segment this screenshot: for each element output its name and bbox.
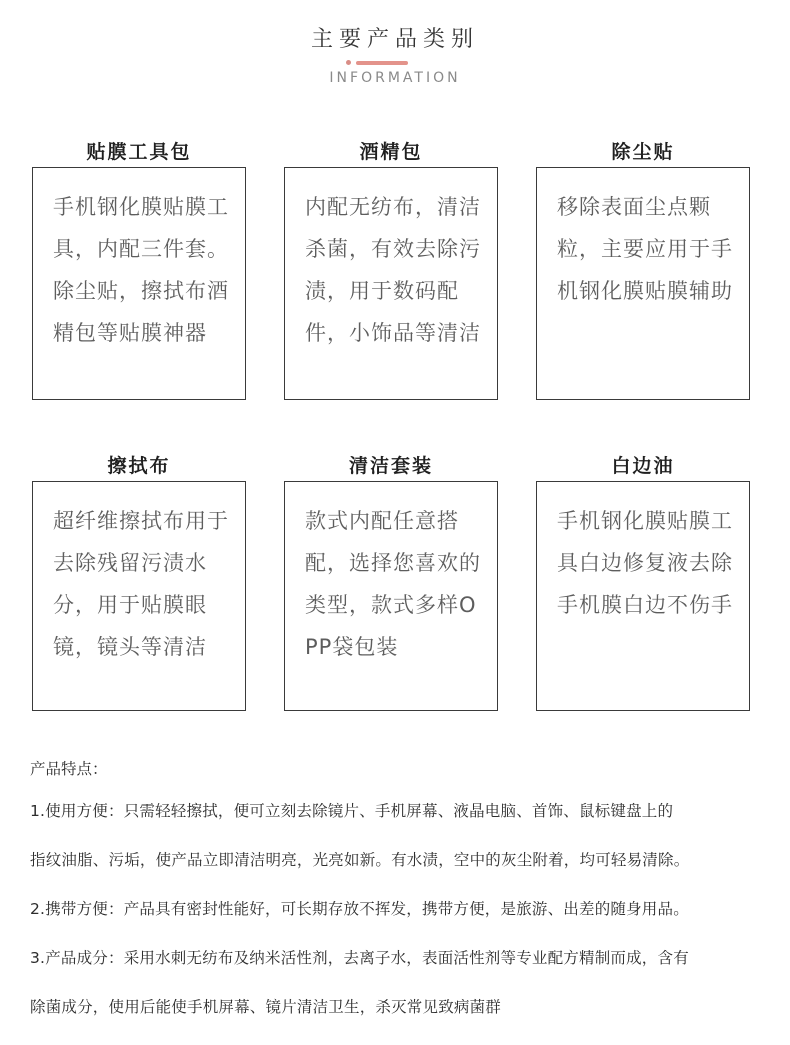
feature-line: 1.使用方便：只需轻轻擦拭，便可立刻去除镜片、手机屏幕、液晶电脑、首饰、鼠标键盘上的: [30, 802, 674, 820]
product-description: 超纤维擦拭布用于去除残留污渍水分，用于贴膜眼镜，镜头等清洁: [53, 509, 229, 659]
feature-line: 指纹油脂、污垢，使产品立即清洁明亮，光亮如新。有水渍，空中的灰尘附着，均可轻易清除。: [30, 851, 690, 869]
section-header: [0, 24, 790, 88]
title-accent: [0, 56, 790, 68]
product-description: 手机钢化膜贴膜工具，内配三件套。除尘贴，擦拭布酒精包等贴膜神器: [53, 195, 229, 345]
product-card-cleaning-set: [284, 451, 498, 711]
accent-dot: [346, 60, 351, 65]
page-subtitle: INFORMATION: [329, 70, 461, 86]
feature-line: 除菌成分，使用后能使手机屏幕、镜片清洁卫生，杀灭常见致病菌群: [30, 998, 502, 1016]
product-card-white-edge-oil: [536, 451, 750, 711]
product-description: 移除表面尘点颗粒，主要应用于手机钢化膜贴膜辅助: [557, 195, 733, 303]
features-heading: 产品特点：: [30, 760, 108, 778]
product-title: 白边油: [611, 455, 675, 477]
feature-line: 3.产品成分：采用水刺无纺布及纳米活性剂，去离子水，表面活性剂等专业配方精制而成，含有: [30, 949, 689, 967]
product-title: 贴膜工具包: [86, 141, 192, 163]
product-title: 擦拭布: [107, 455, 171, 477]
feature-line: 2.携带方便：产品具有密封性能好，可长期存放不挥发，携带方便，是旅游、出差的随身用品。: [30, 900, 689, 918]
product-title: 清洁套装: [348, 455, 433, 477]
product-description-box: [32, 481, 246, 711]
product-description-box: [536, 481, 750, 711]
product-title: 酒精包: [359, 141, 423, 163]
product-title: 除尘贴: [611, 141, 675, 163]
product-card-dust-sticker: [536, 137, 750, 400]
product-description: 手机钢化膜贴膜工具白边修复液去除手机膜白边不伤手: [557, 509, 733, 617]
product-features: [30, 752, 775, 1031]
product-description-box: [284, 481, 498, 711]
product-card-wipe-cloth: [32, 451, 246, 711]
product-description-box: [32, 167, 246, 400]
product-description-box: [536, 167, 750, 400]
product-description-box: [284, 167, 498, 400]
product-description: 内配无纺布，清洁杀菌，有效去除污渍，用于数码配件，小饰品等清洁: [305, 195, 481, 345]
product-description: 款式内配任意搭配，选择您喜欢的类型，款式多样OPP袋包装: [305, 509, 481, 659]
accent-bar: [356, 61, 408, 65]
page-title: 主要产品类别: [310, 27, 479, 52]
product-card-tool-kit: [32, 137, 246, 400]
product-card-alcohol-pack: [284, 137, 498, 400]
